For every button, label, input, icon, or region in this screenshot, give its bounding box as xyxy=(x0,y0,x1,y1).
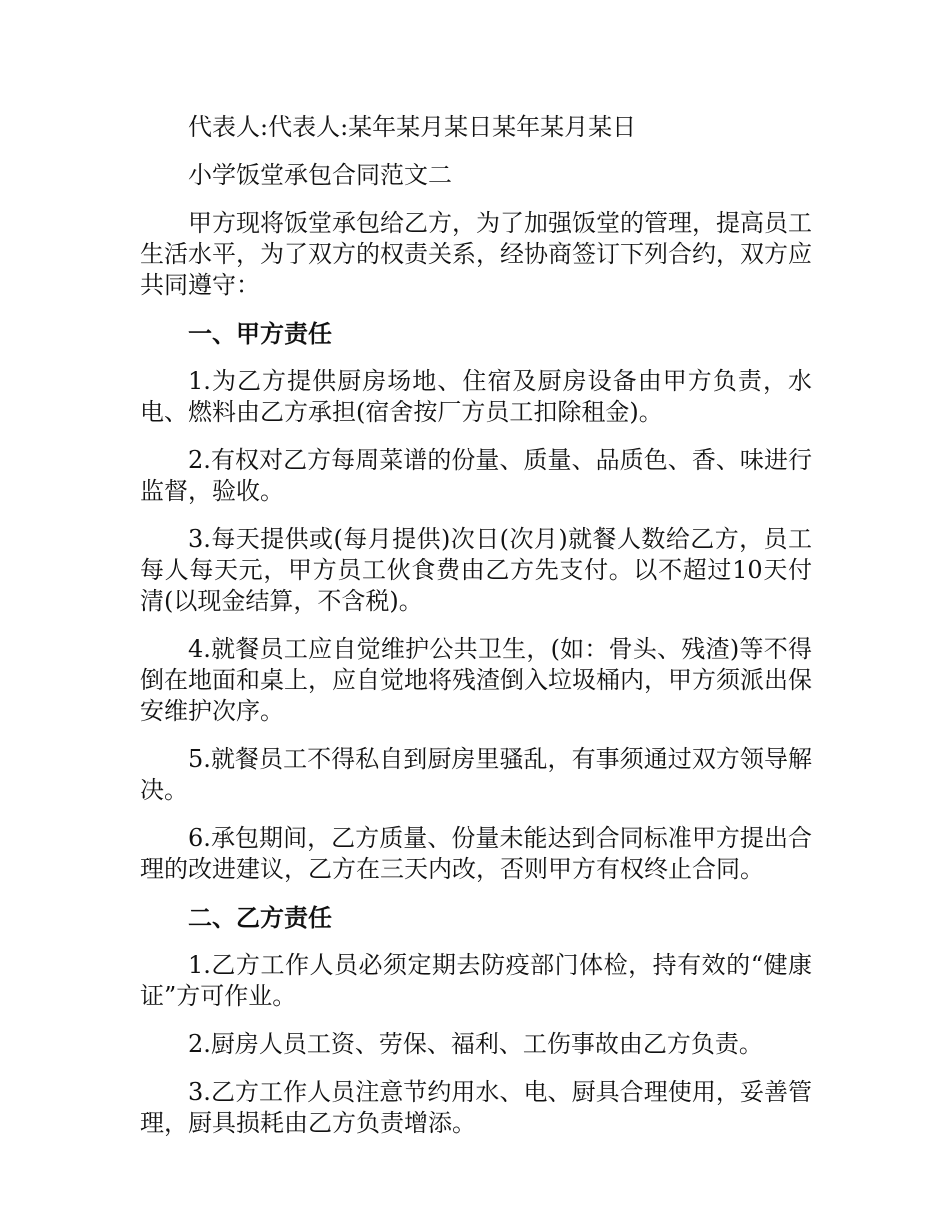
clause-a-3: 3.每天提供或(每月提供)次日(次月)就餐人数给乙方，员工每人每天元，甲方员工伙食费由乙方先支付。以不超过10天付清(以现金结算，不含税)。 xyxy=(140,525,812,615)
clause-b-1: 1.乙方工作人员必须定期去防疫部门体检，持有效的“健康证”方可作业。 xyxy=(140,951,812,1010)
signature-line: 代表人:代表人:某年某月某日某年某月某日 xyxy=(188,113,637,141)
section-heading-party-b: 二、乙方责任 xyxy=(188,903,332,932)
clause-a-1: 1.为乙方提供厨房场地、住宿及厨房设备由甲方负责，水电、燃料由乙方承担(宿舍按厂方员工扣除租金)。 xyxy=(140,367,812,426)
clause-a-4: 4.就餐员工应自觉维护公共卫生，(如：骨头、残渣)等不得倒在地面和桌上，应自觉地将残渣倒入垃圾桶内，甲方须派出保安维护次序。 xyxy=(140,635,812,725)
section-heading-party-a: 一、甲方责任 xyxy=(188,319,332,348)
document-page xyxy=(140,112,812,1156)
document-subtitle: 小学饭堂承包合同范文二 xyxy=(188,161,452,189)
clause-b-3: 3.乙方工作人员注意节约用水、电、厨具合理使用，妥善管理，厨具损耗由乙方负责增添。 xyxy=(140,1078,812,1137)
clause-a-2: 2.有权对乙方每周菜谱的份量、质量、品质色、香、味进行监督，验收。 xyxy=(140,446,812,505)
intro-paragraph: 甲方现将饭堂承包给乙方，为了加强饭堂的管理，提高员工生活水平，为了双方的权责关系，经协商签订下列合约，双方应共同遵守： xyxy=(140,209,812,299)
clause-a-5: 5.就餐员工不得私自到厨房里骚乱，有事须通过双方领导解决。 xyxy=(140,745,812,804)
clause-a-6: 6.承包期间，乙方质量、份量未能达到合同标准甲方提出合理的改进建议，乙方在三天内改，否则甲方有权终止合同。 xyxy=(140,824,812,883)
clause-b-2: 2.厨房人员工资、劳保、福利、工伤事故由乙方负责。 xyxy=(188,1030,763,1058)
